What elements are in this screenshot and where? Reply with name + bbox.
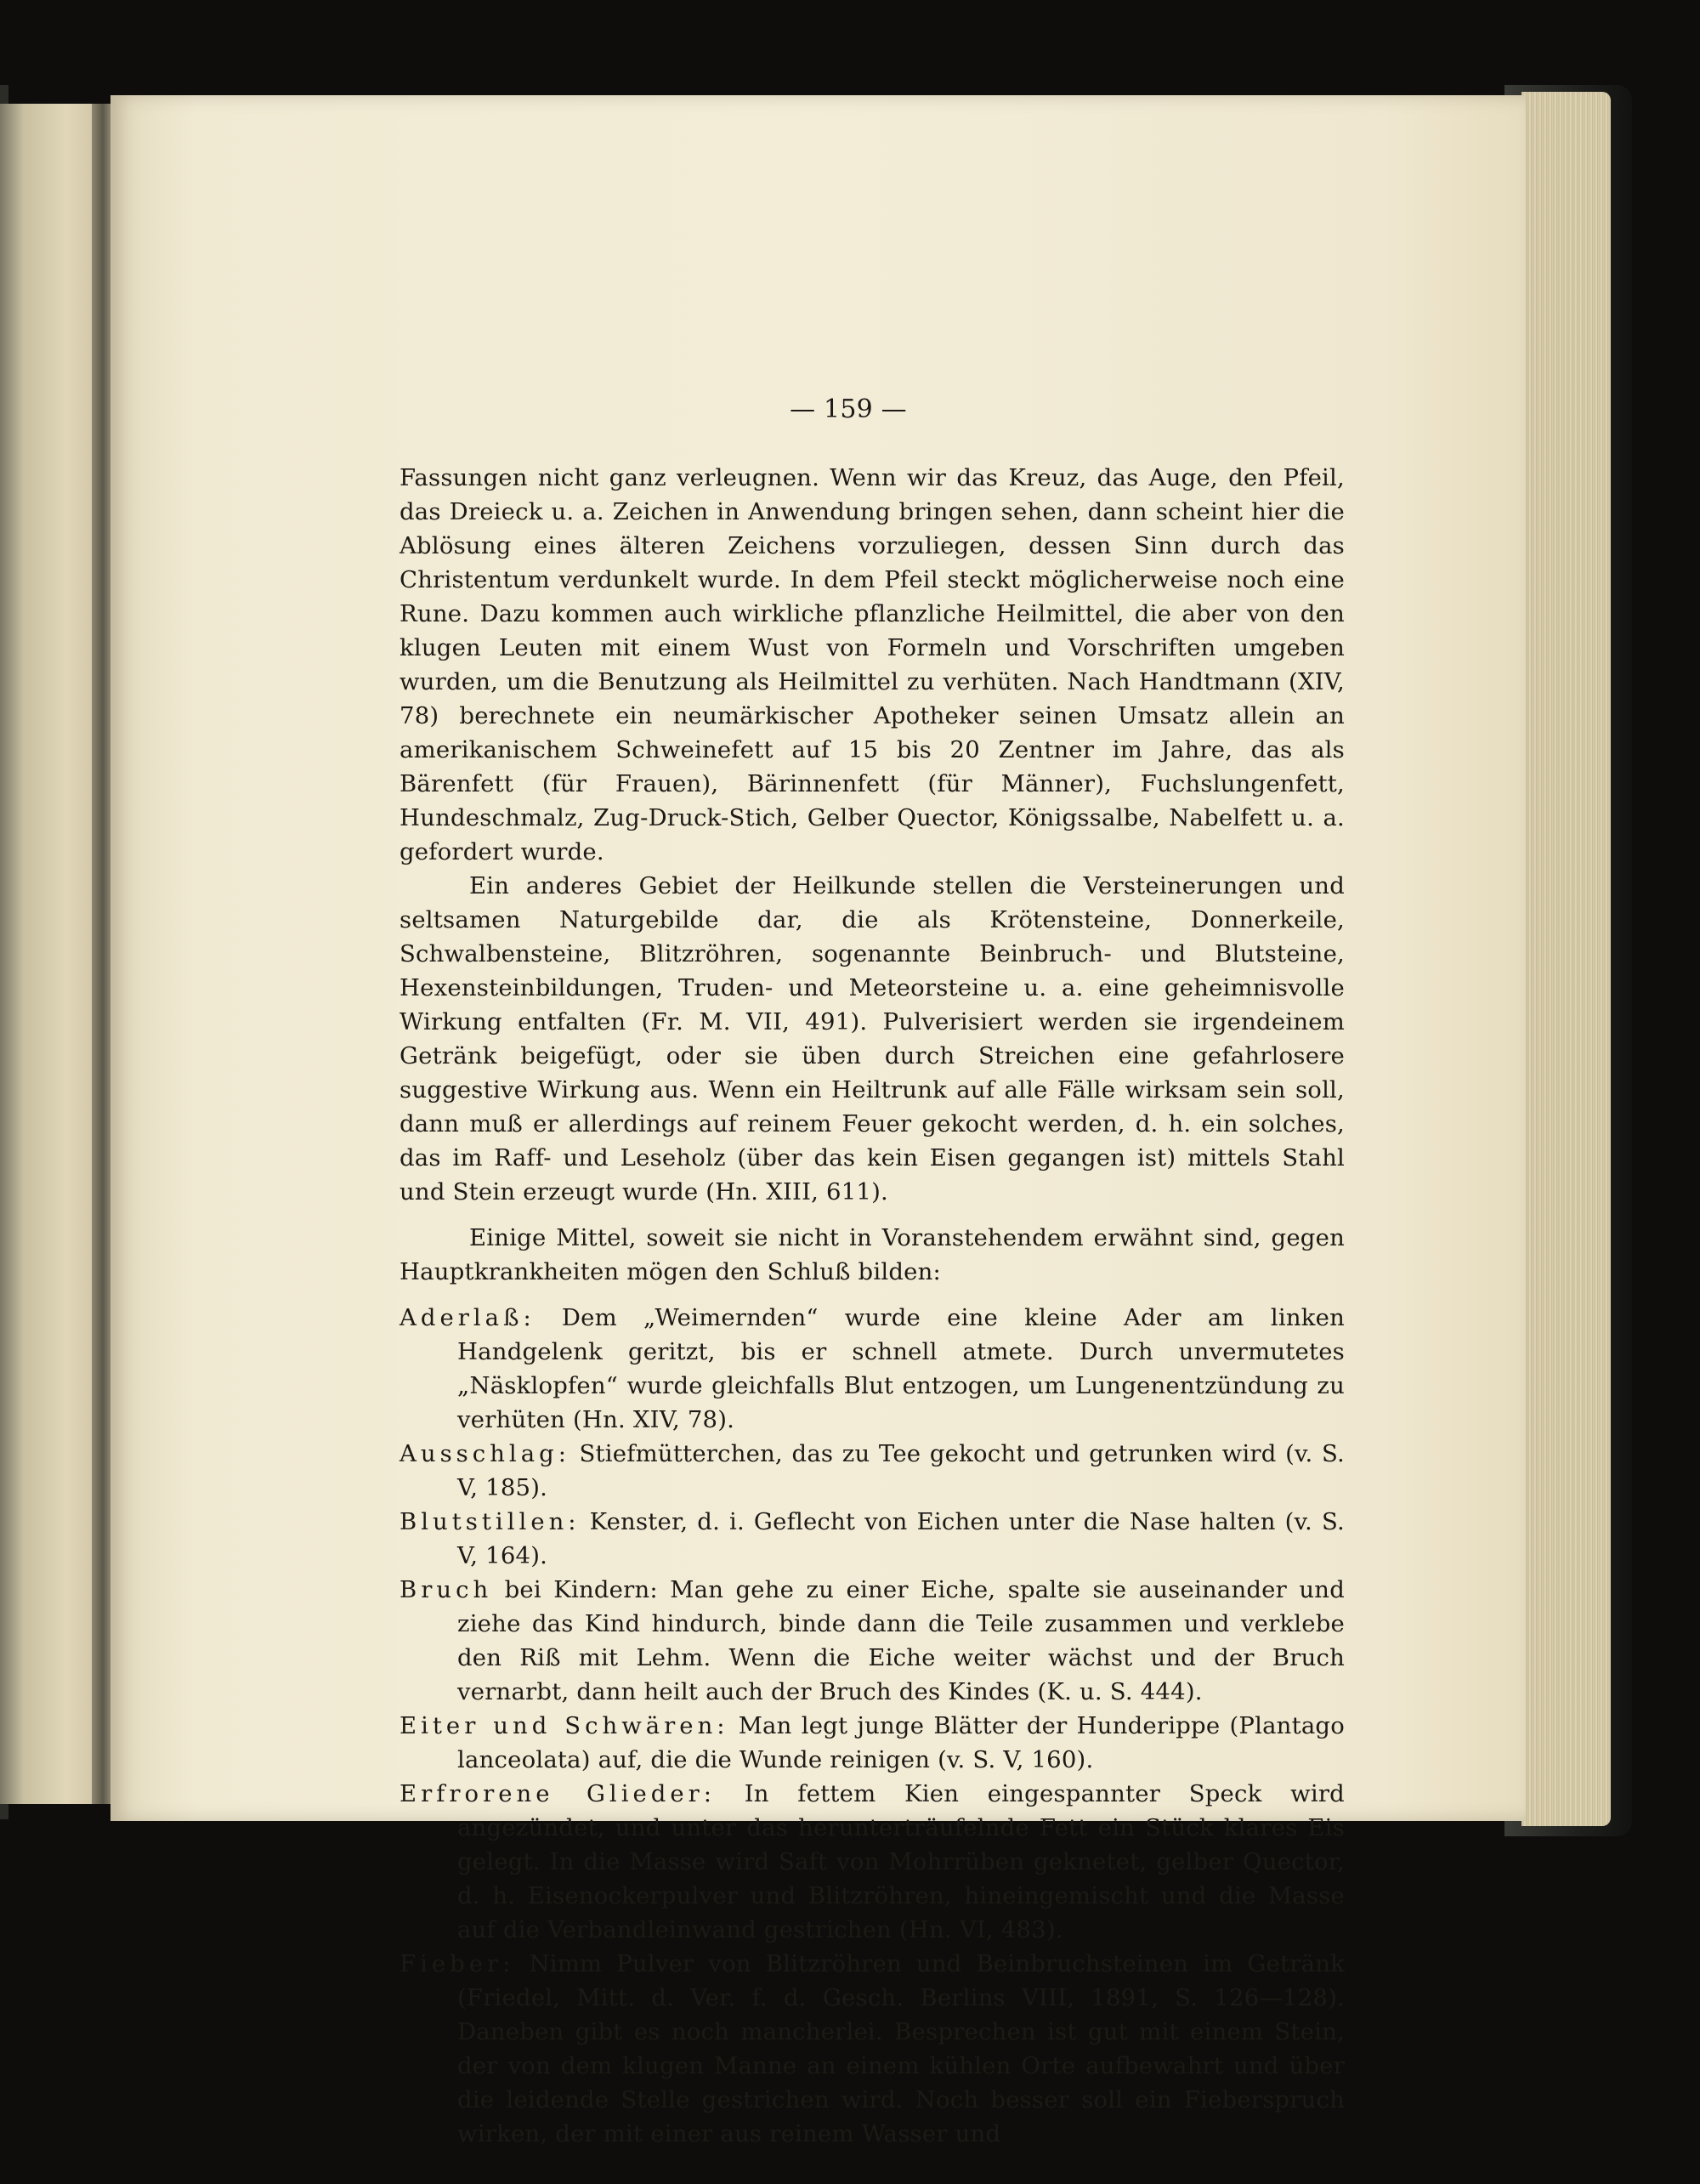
remedy-text: bei Kindern: Man gehe zu einer Eiche, spalte sie auseinander und ziehe das Kind hindurch, binde dann die Teile zusammen und verklebe den Riß mit Lehm. Wenn die Eiche weiter wächst und der Bruch vernarbt, dann heilt auch der Bruch des Kindes (K. u. S. 444). [457, 1576, 1345, 1705]
remedy-entry [400, 1947, 1345, 2151]
remedy-term: Fieber: [400, 1950, 515, 1977]
remedy-term: Eiter und Schwären: [400, 1712, 729, 1739]
remedy-text: Stiefmütterchen, das zu Tee gekocht und getrunken wird (v. S. V, 185). [457, 1440, 1345, 1501]
remedy-entry [400, 1505, 1345, 1573]
right-page [110, 95, 1526, 2147]
left-facing-page [0, 104, 95, 1804]
page-body [400, 461, 1345, 2151]
remedy-text: Man legt junge Blätter der Hunderippe (Plantago lanceolata) auf, die die Wunde reinigen (v. S. V, 160). [457, 1712, 1345, 1773]
remedy-term: Erfrorene Glieder: [400, 1780, 717, 1807]
remedy-text: In fettem Kien eingespannter Speck wird angezündet, und unter das herunterträufelnde Fett ein Stück klares Eis gelegt. In die Masse wird Saft von Mohrrüben geknetet, gelber Quector, d. h. Eisenockerpulver und Blitzröhren, hineingemischt und die Masse auf die Verbandleinwand gestrichen (Hn. VI, 483). [457, 1780, 1345, 1943]
remedy-entry [400, 1777, 1345, 1947]
remedy-entry [400, 1437, 1345, 1505]
remedy-term: Aderlaß: [400, 1304, 536, 1331]
page-edges [1522, 92, 1611, 1826]
remedy-entry [400, 1709, 1345, 1777]
remedy-entry [400, 1573, 1345, 1709]
remedy-term: Ausschlag: [400, 1440, 570, 1467]
remedy-entry [400, 1301, 1345, 1437]
remedy-term: Bruch [400, 1576, 493, 1603]
remedy-text: Kenster, d. i. Geflecht von Eichen unter die Nase halten (v. S. V, 164). [457, 1508, 1345, 1569]
remedy-text: Dem „Weimernden“ wurde eine kleine Ader am linken Handgelenk geritzt, bis er schnell atmete. Durch unvermutetes „Näsklopfen“ wurde gleichfalls Blut entzogen, um Lungenentzündung zu verhüten (Hn. XIV, 78). [457, 1304, 1345, 1433]
remedy-term: Blutstillen: [400, 1508, 581, 1535]
paragraph: Einige Mittel, soweit sie nicht in Voranstehendem erwähnt sind, gegen Hauptkrankheiten mögen den Schluß bilden: [400, 1224, 1345, 1285]
paragraph: Fassungen nicht ganz verleugnen. Wenn wir das Kreuz, das Auge, den Pfeil, das Dreieck u. a. Zeichen in Anwendung bringen sehen, dann scheint hier die Ablösung eines älteren Zeichens vorzuliegen, dessen Sinn durch das Christentum verdunkelt wurde. In dem Pfeil steckt möglicherweise noch eine Rune. Dazu kommen auch wirkliche pflanzliche Heilmittel, die aber von den klugen Leuten mit einem Wust von Formeln und Vorschriften umgeben wurden, um die Benutzung als Heilmittel zu verhüten. Nach Handtmann (XIV, 78) berechnete ein neumärkischer Apotheker seinen Umsatz allein an amerikanischem Schweinefett auf 15 bis 20 Zentner im Jahre, das als Bärenfett (für Frauen), Bärinnenfett (für Männer), Fuchslungenfett, Hundeschmalz, Zug-Druck-Stich, Gelber Quector, Königssalbe, Nabelfett u. a. gefordert wurde. [400, 464, 1345, 865]
remedy-text: Nimm Pulver von Blitzröhren und Beinbruchsteinen im Getränk (Friedel, Mitt. d. Ver. f. d. Gesch. Berlins VIII, 1891, S. 126—128). Daneben gibt es noch mancherlei. Besprechen ist gut mit einem Stein, der von dem klugen Manne an einem kühlen Orte aufbewahrt und über die leidende Stelle gestrichen wird. Noch besser soll ein Fieberspruch wirken, der mit einer aus reinem Wasser und [457, 1950, 1345, 2147]
page-number: — 159 — [790, 394, 907, 424]
paragraph: Ein anderes Gebiet der Heilkunde stellen die Versteinerungen und seltsamen Naturgebilde dar, die als Krötensteine, Donnerkeile, Schwalbensteine, Blitzröhren, sogenannte Beinbruch- und Blutsteine, Hexensteinbildungen, Truden- und Meteorsteine u. a. eine geheimnisvolle Wirkung entfalten (Fr. M. VII, 491). Pulverisiert werden sie irgendeinem Getränk beigefügt, oder sie üben durch Streichen eine gefahrlosere suggestive Wirkung aus. Wenn ein Heiltrunk auf alle Fälle wirksam sein soll, dann muß er allerdings auf reinem Feuer gekocht werden, d. h. ein solches, das im Raff- und Leseholz (über das kein Eisen gegangen ist) mittels Stahl und Stein erzeugt wurde (Hn. XIII, 611). [400, 872, 1345, 1205]
